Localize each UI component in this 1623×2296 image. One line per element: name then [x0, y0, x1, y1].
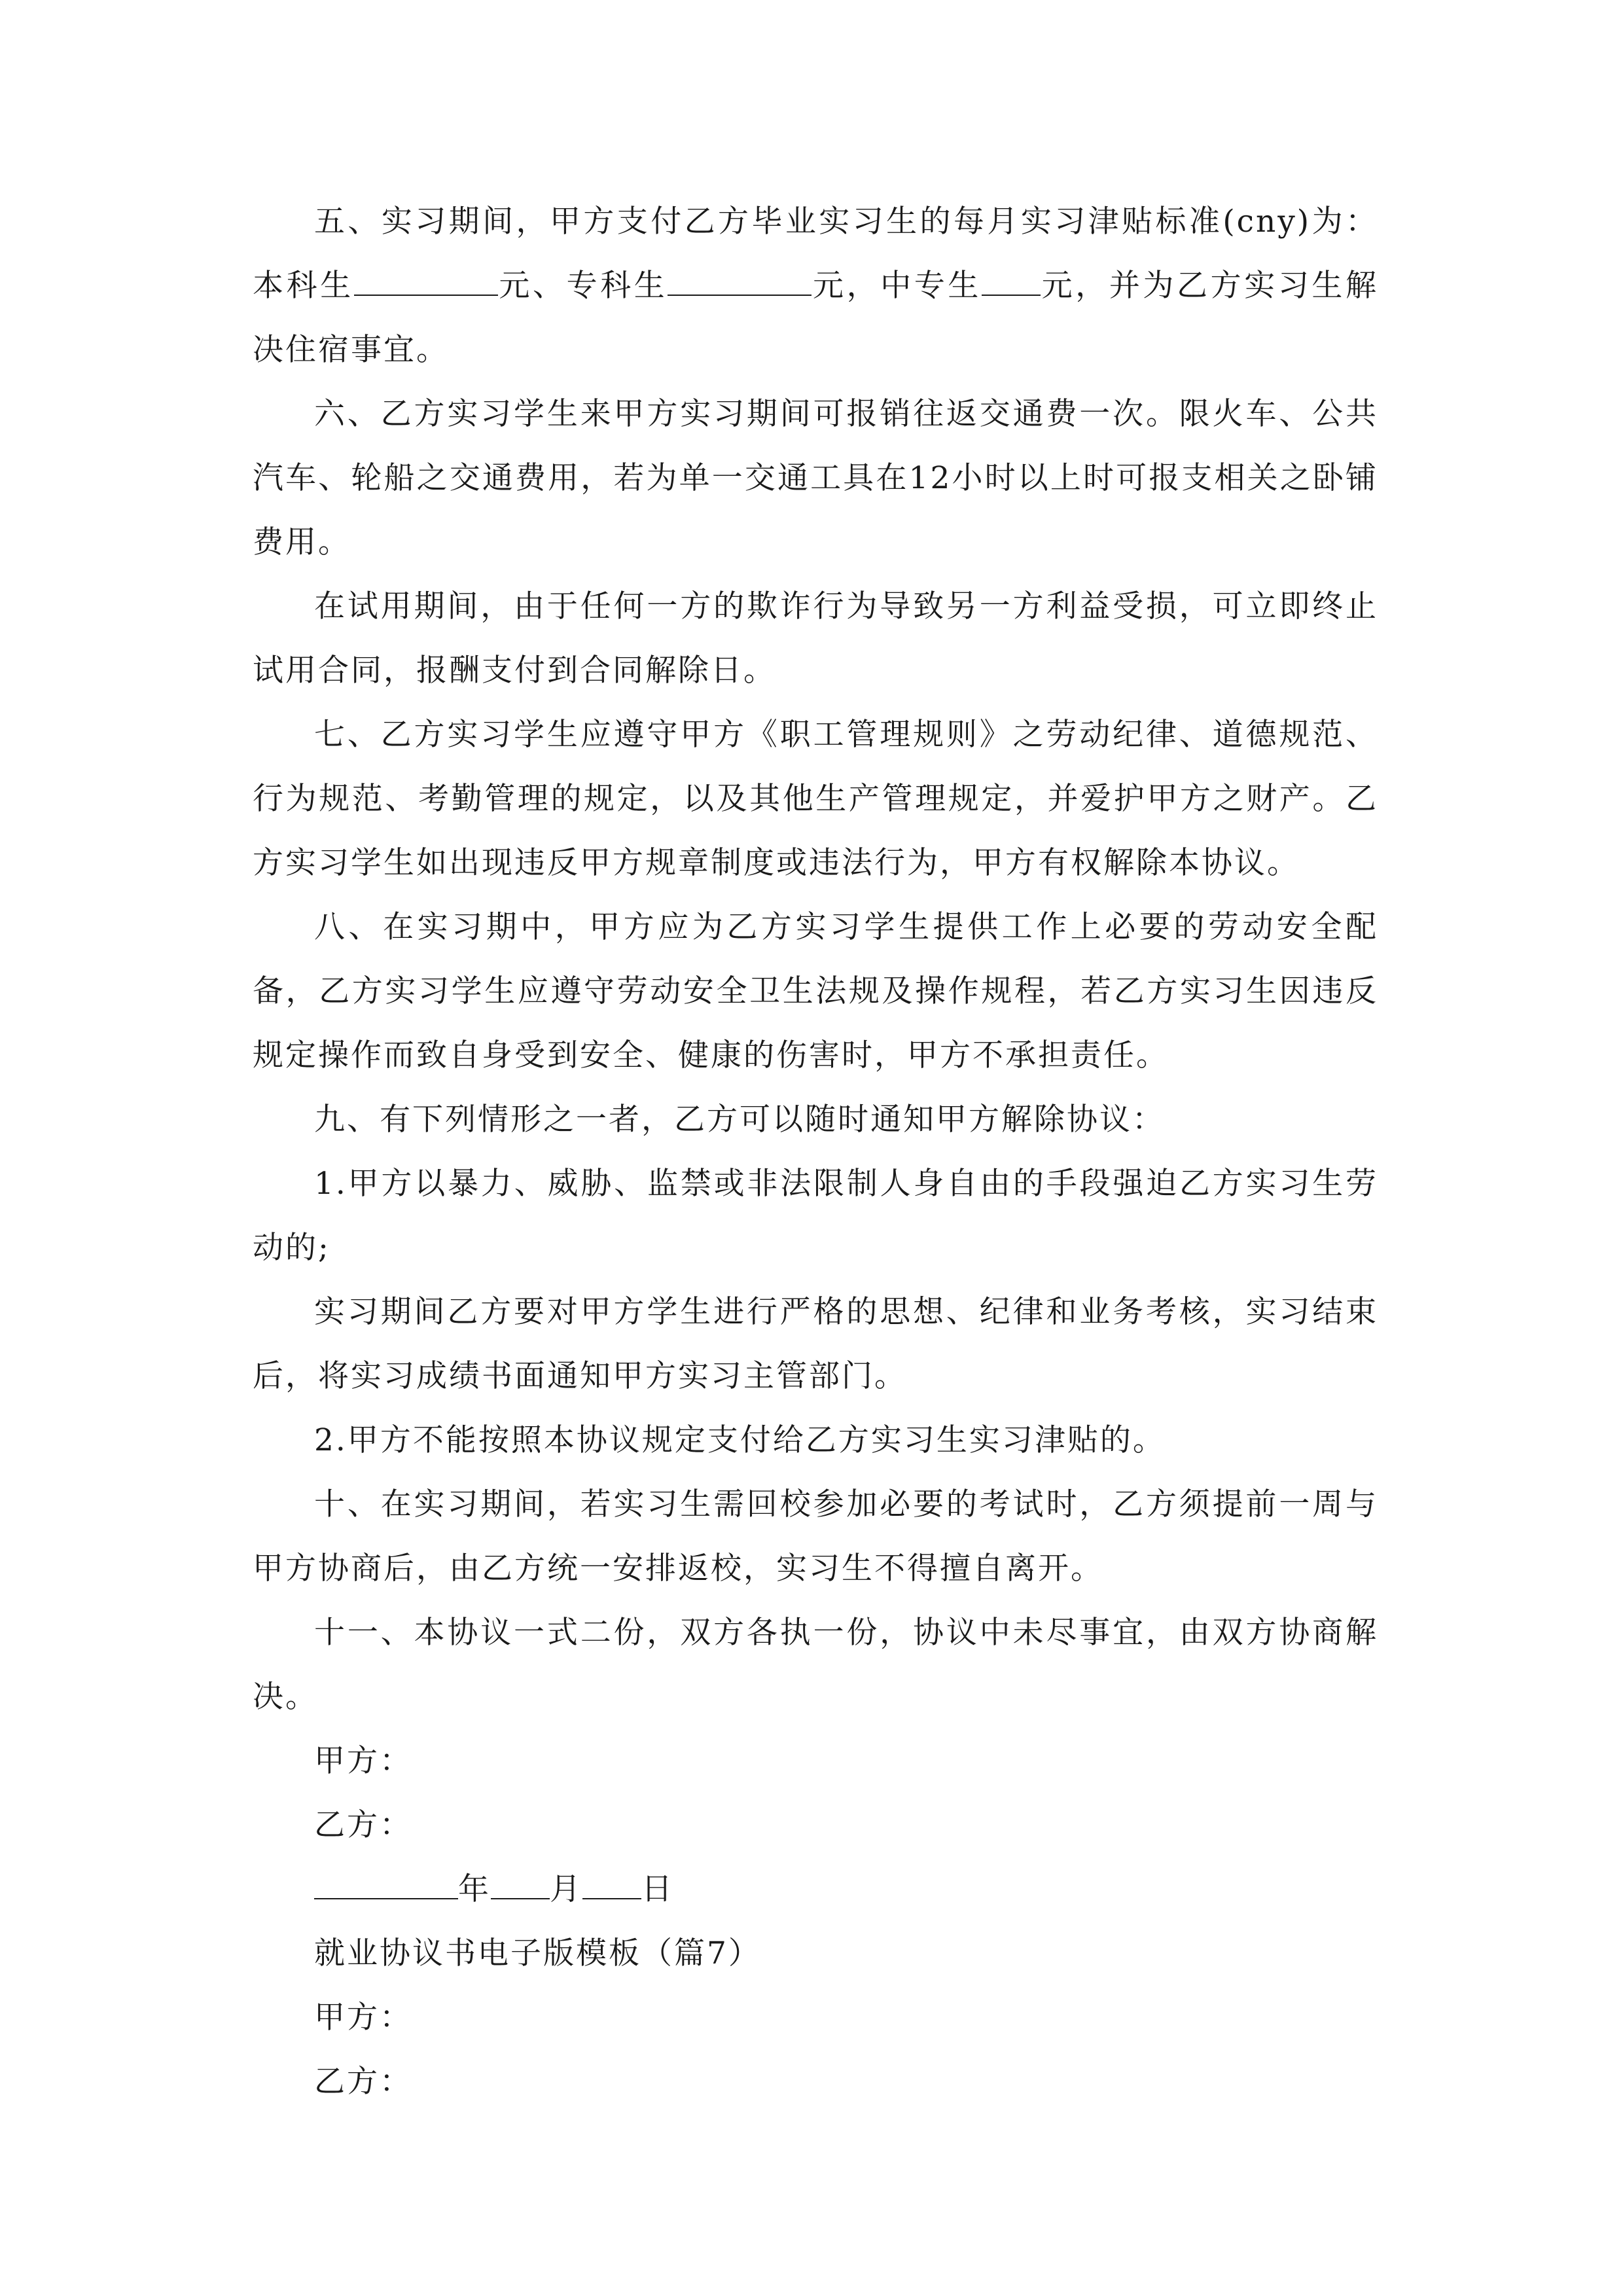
signature-party-b: 乙方：: [314, 1807, 412, 1843]
paragraph-5-part-d: 元，并为乙方实习生解决住宿事宜。: [253, 268, 1379, 368]
section-party-b: 乙方：: [314, 2064, 412, 2100]
paragraph-8: 八、在实习期中，甲方应为乙方实习学生提供工作上必要的劳动安全配备，乙方实习学生应遵守劳动安全卫生法规及操作规程，若乙方实习生因违反规定操作而致自身受到安全、健康的伤害时，甲方不承担责任。: [253, 909, 1378, 1073]
blank-undergrad-allowance: [354, 263, 498, 296]
paragraph-9-item-1: 1.甲方以暴力、威胁、监禁或非法限制人身自由的手段强迫乙方实习生劳动的;: [253, 1166, 1378, 1266]
date-month-label: 月: [550, 1871, 582, 1907]
paragraph-assessment: 实习期间乙方要对甲方学生进行严格的思想、纪律和业务考核，实习结束后，将实习成绩书面通知甲方实习主管部门。: [253, 1294, 1378, 1394]
section-title: 就业协议书电子版模板（篇7）: [314, 1935, 761, 1971]
signature-date: [253, 1857, 1378, 1922]
paragraph-9-item-2: 2.甲方不能按照本协议规定支付给乙方实习生实习津贴的。: [314, 1422, 1166, 1458]
paragraph-5-part-a: 五、实习期间，甲方支付乙方毕业实习生的每月实习津贴标准(cny)为：本科生: [253, 204, 1378, 304]
paragraph-5-part-c: 元，中专生: [812, 268, 982, 304]
paragraph-9: 九、有下列情形之一者，乙方可以随时通知甲方解除协议：: [314, 1102, 1165, 1138]
blank-year: [314, 1867, 458, 1899]
signature-party-a: 甲方：: [314, 1743, 412, 1779]
date-year-label: 年: [458, 1871, 491, 1907]
paragraph-5: [253, 190, 1378, 382]
blank-vocational-allowance: [982, 263, 1041, 296]
paragraph-trial-period: 在试用期间，由于任何一方的欺诈行为导致另一方利益受损，可立即终止试用合同，报酬支付到合同解除日。: [253, 588, 1378, 689]
blank-college-allowance: [668, 263, 812, 296]
blank-month: [491, 1867, 550, 1899]
paragraph-6: 六、乙方实习学生来甲方实习期间可报销往返交通费一次。限火车、公共汽车、轮船之交通费用，若为单一交通工具在12小时以上时可报支相关之卧铺费用。: [253, 396, 1378, 560]
date-day-label: 日: [641, 1871, 674, 1907]
blank-day: [582, 1867, 641, 1899]
paragraph-10: 十、在实习期间，若实习生需回校参加必要的考试时，乙方须提前一周与甲方协商后，由乙方统一安排返校，实习生不得擅自离开。: [253, 1486, 1378, 1587]
document-page: [253, 190, 1378, 2114]
paragraph-7: 七、乙方实习学生应遵守甲方《职工管理规则》之劳动纪律、道德规范、行为规范、考勤管理的规定，以及其他生产管理规定，并爱护甲方之财产。乙方实习学生如出现违反甲方规章制度或违法行为，甲方有权解除本协议。: [253, 717, 1378, 881]
paragraph-11: 十一、本协议一式二份，双方各执一份，协议中未尽事宜，由双方协商解决。: [253, 1615, 1378, 1715]
paragraph-5-part-b: 元、专科生: [497, 268, 668, 304]
section-party-a: 甲方：: [314, 2000, 412, 2036]
